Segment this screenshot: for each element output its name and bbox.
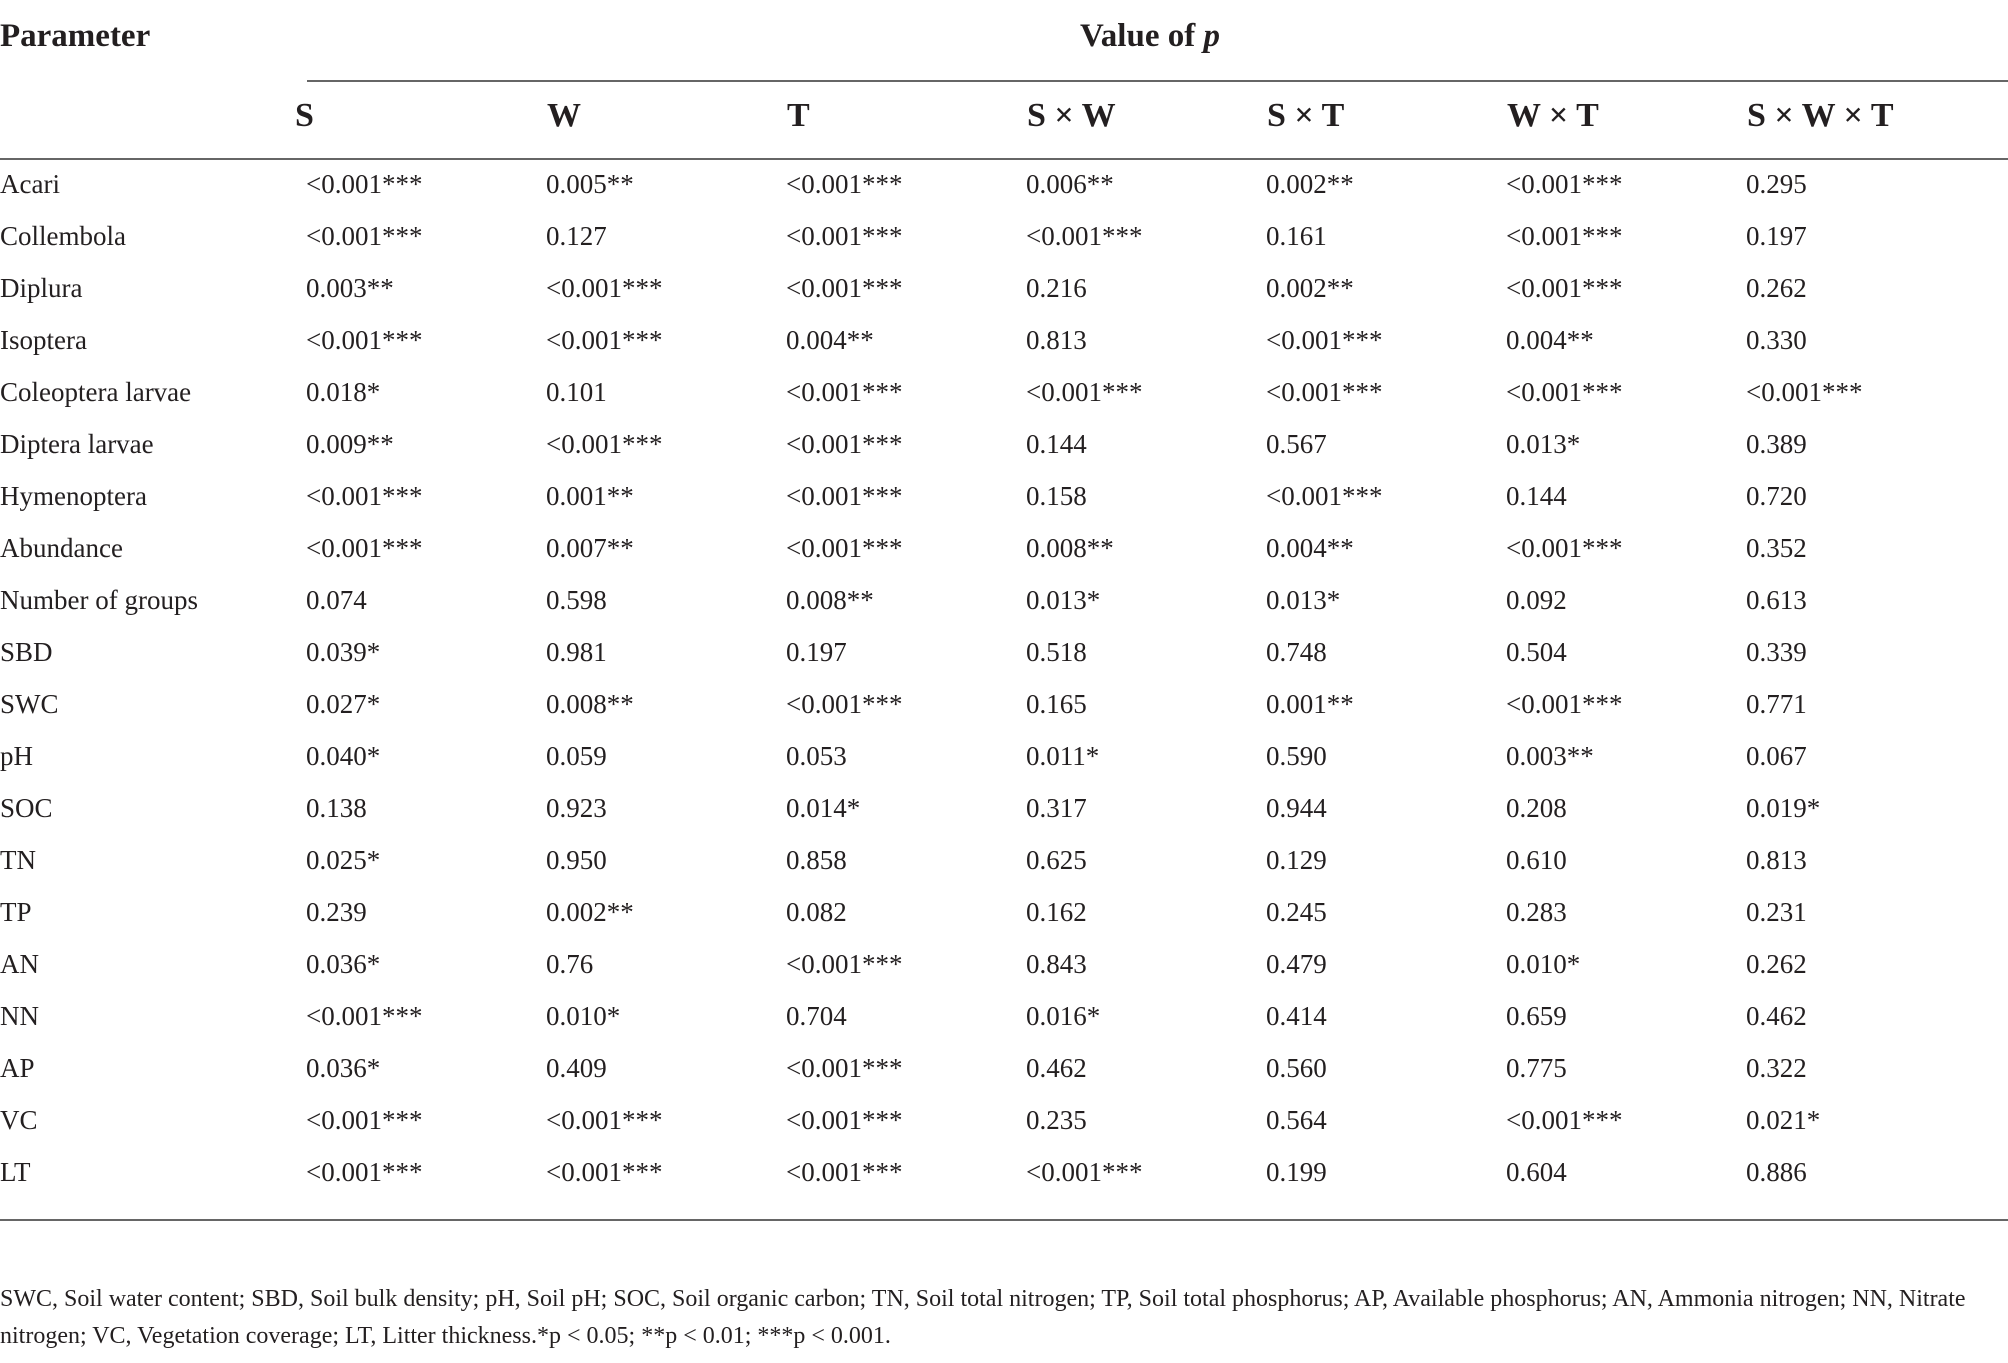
row-parameter: Collembola [0, 220, 126, 251]
p-value-cell: 0.004** [1266, 532, 1354, 563]
p-value-cell: <0.001*** [306, 480, 423, 511]
p-value-cell: 0.144 [1506, 480, 1567, 511]
p-value-cell: 0.129 [1266, 844, 1327, 875]
p-value-cell: 0.008** [1026, 532, 1114, 563]
table-row [0, 470, 1986, 522]
p-value-cell: 0.010* [546, 1000, 621, 1031]
p-value-cell: <0.001*** [786, 948, 903, 979]
row-parameter: NN [0, 1000, 39, 1031]
p-value-cell: 0.659 [1506, 1000, 1567, 1031]
p-value-cell: 0.245 [1266, 896, 1327, 927]
table-row [0, 678, 1986, 730]
row-parameter: Acari [0, 168, 60, 199]
p-value-cell: 0.013* [1506, 428, 1581, 459]
p-value-cell: 0.144 [1026, 428, 1087, 459]
table-row [0, 1094, 1986, 1146]
column-header: S × W × T [1747, 97, 1894, 134]
p-value-cell: 0.074 [306, 584, 367, 615]
p-value-cell: 0.720 [1746, 480, 1807, 511]
p-value-cell: 0.598 [546, 584, 607, 615]
p-value-cell: <0.001*** [1506, 168, 1623, 199]
p-value-cell: 0.005** [546, 168, 634, 199]
p-value-cell: 0.053 [786, 740, 847, 771]
p-value-cell: 0.003** [306, 272, 394, 303]
p-value-cell: 0.208 [1506, 792, 1567, 823]
table-row [0, 262, 1986, 314]
p-value-cell: <0.001*** [1266, 376, 1383, 407]
p-value-cell: 0.409 [546, 1052, 607, 1083]
p-value-cell: 0.127 [546, 220, 607, 251]
row-parameter: Abundance [0, 532, 123, 563]
table-row [0, 574, 1986, 626]
p-value-cell: 0.197 [786, 636, 847, 667]
column-header: T [787, 97, 810, 134]
p-value-cell: 0.002** [546, 896, 634, 927]
table-row [0, 314, 1986, 366]
p-value-cell: <0.001*** [1506, 1104, 1623, 1135]
p-value-cell: 0.199 [1266, 1156, 1327, 1187]
parameter-header: Parameter [0, 18, 151, 54]
p-value-cell: 0.231 [1746, 896, 1807, 927]
p-value-cell: 0.003** [1506, 740, 1594, 771]
p-value-cell: <0.001*** [1506, 272, 1623, 303]
p-value-cell: 0.479 [1266, 948, 1327, 979]
p-value-cell: 0.036* [306, 948, 381, 979]
p-value-cell: 0.040* [306, 740, 381, 771]
p-value-cell: 0.560 [1266, 1052, 1327, 1083]
p-value-cell: <0.001*** [786, 480, 903, 511]
p-value-cell: <0.001*** [786, 220, 903, 251]
p-value-cell: <0.001*** [306, 220, 423, 251]
p-value-cell: <0.001*** [306, 324, 423, 355]
p-value-cell: 0.462 [1026, 1052, 1087, 1083]
p-value-cell: 0.067 [1746, 740, 1807, 771]
p-value-cell: <0.001*** [786, 1104, 903, 1135]
spanner-rule [307, 80, 2008, 82]
value-of-p-header [1080, 18, 1220, 55]
p-value-cell: 0.039* [306, 636, 381, 667]
p-value-cell: 0.981 [546, 636, 607, 667]
value-header-prefix: Value of [1080, 18, 1204, 54]
p-value-cell: <0.001*** [786, 1052, 903, 1083]
table-row [0, 886, 1986, 938]
row-parameter: pH [0, 740, 33, 771]
p-value-cell: 0.317 [1026, 792, 1087, 823]
p-value-cell: 0.843 [1026, 948, 1087, 979]
p-value-cell: 0.239 [306, 896, 367, 927]
p-value-cell: <0.001*** [546, 272, 663, 303]
p-value-cell: <0.001*** [306, 168, 423, 199]
table-row [0, 158, 1986, 210]
p-value-cell: 0.002** [1266, 168, 1354, 199]
p-value-cell: <0.001*** [1026, 376, 1143, 407]
row-parameter: SWC [0, 688, 59, 719]
value-header-symbol: p [1203, 18, 1220, 54]
p-value-cell: <0.001*** [1506, 220, 1623, 251]
p-value-cell: 0.504 [1506, 636, 1567, 667]
row-parameter: Diptera larvae [0, 428, 154, 459]
p-value-cell: 0.518 [1026, 636, 1087, 667]
row-parameter: Number of groups [0, 584, 198, 615]
p-value-cell: 0.162 [1026, 896, 1087, 927]
p-value-cell: 0.008** [786, 584, 874, 615]
p-value-cell: 0.014* [786, 792, 861, 823]
p-value-cell: 0.330 [1746, 324, 1807, 355]
row-parameter: SOC [0, 792, 53, 823]
p-value-cell: <0.001*** [546, 1104, 663, 1135]
table-row [0, 366, 1986, 418]
p-value-cell: 0.009** [306, 428, 394, 459]
p-value-cell: 0.059 [546, 740, 607, 771]
p-value-cell: <0.001*** [1266, 324, 1383, 355]
p-value-cell: 0.352 [1746, 532, 1807, 563]
p-value-cell: 0.858 [786, 844, 847, 875]
table-row [0, 522, 1986, 574]
p-value-cell: 0.235 [1026, 1104, 1087, 1135]
table-row [0, 990, 1986, 1042]
row-parameter: LT [0, 1156, 31, 1187]
table-footnote: SWC, Soil water content; SBD, Soil bulk density; pH, Soil pH; SOC, Soil organic carbon; TN, Soil total nitrogen; TP, Soil total phosphorus; AP, Available phosphorus; AN, Ammonia nitrogen; NN, Nitrate nitrogen; VC, Vegetation coverage; LT, Litter thickness.*p < 0.05; **p < 0.01; ***p < 0.001. [0, 1286, 1966, 1349]
p-value-cell: 0.339 [1746, 636, 1807, 667]
p-value-cell: 0.011* [1026, 740, 1100, 771]
p-value-cell: <0.001*** [786, 688, 903, 719]
table-row [0, 834, 1986, 886]
p-value-cell: 0.016* [1026, 1000, 1101, 1031]
p-value-cell: 0.036* [306, 1052, 381, 1083]
p-value-cell: 0.389 [1746, 428, 1807, 459]
column-header: S × W [1027, 97, 1116, 134]
p-value-cell: 0.013* [1026, 584, 1101, 615]
table-row [0, 210, 1986, 262]
p-value-cell: 0.813 [1026, 324, 1087, 355]
p-value-cell: 0.950 [546, 844, 607, 875]
table-row [0, 938, 1986, 990]
p-value-cell: 0.704 [786, 1000, 847, 1031]
p-value-cell: <0.001*** [1506, 376, 1623, 407]
p-value-cell: 0.462 [1746, 1000, 1807, 1031]
column-header: S [295, 97, 314, 134]
p-value-cell: 0.027* [306, 688, 381, 719]
p-value-cell: 0.944 [1266, 792, 1327, 823]
p-value-cell: 0.322 [1746, 1052, 1807, 1083]
p-value-cell: 0.138 [306, 792, 367, 823]
table-row [0, 1042, 1986, 1094]
p-value-cell: 0.813 [1746, 844, 1807, 875]
row-parameter: AP [0, 1052, 35, 1083]
p-value-cell: <0.001*** [546, 428, 663, 459]
p-value-cell: <0.001*** [546, 324, 663, 355]
table-row [0, 782, 1986, 834]
p-value-cell: <0.001*** [306, 1156, 423, 1187]
column-header: W × T [1507, 97, 1599, 134]
p-value-cell: <0.001*** [1026, 1156, 1143, 1187]
p-value-cell: <0.001*** [786, 532, 903, 563]
p-value-cell: 0.604 [1506, 1156, 1567, 1187]
p-value-cell: <0.001*** [1026, 220, 1143, 251]
row-parameter: Coleoptera larvae [0, 376, 192, 407]
row-parameter: Diplura [0, 272, 83, 303]
p-value-cell: 0.610 [1506, 844, 1567, 875]
row-parameter: Hymenoptera [0, 480, 147, 511]
p-value-cell: 0.019* [1746, 792, 1821, 823]
table-row [0, 626, 1986, 678]
p-value-cell: 0.283 [1506, 896, 1567, 927]
p-value-cell: <0.001*** [306, 1000, 423, 1031]
p-value-table [0, 158, 1986, 1198]
p-value-cell: <0.001*** [1506, 688, 1623, 719]
p-value-cell: 0.886 [1746, 1156, 1807, 1187]
p-value-cell: 0.775 [1506, 1052, 1567, 1083]
p-value-cell: 0.161 [1266, 220, 1327, 251]
table-body [0, 158, 1986, 1198]
p-value-cell: 0.021* [1746, 1104, 1821, 1135]
p-value-cell: <0.001*** [786, 272, 903, 303]
p-value-cell: 0.092 [1506, 584, 1567, 615]
p-value-cell: 0.76 [546, 948, 594, 979]
p-value-cell: <0.001*** [1266, 480, 1383, 511]
p-value-cell: <0.001*** [786, 1156, 903, 1187]
column-header: S × T [1267, 97, 1345, 134]
p-value-cell: 0.004** [1506, 324, 1594, 355]
p-value-cell: <0.001*** [786, 428, 903, 459]
table-row [0, 730, 1986, 782]
p-value-cell: 0.567 [1266, 428, 1327, 459]
row-parameter: SBD [0, 636, 53, 667]
p-value-cell: 0.010* [1506, 948, 1581, 979]
row-parameter: TN [0, 844, 36, 875]
p-value-cell: 0.262 [1746, 272, 1807, 303]
table-row [0, 418, 1986, 470]
p-value-cell: 0.590 [1266, 740, 1327, 771]
p-value-cell: 0.625 [1026, 844, 1087, 875]
p-value-cell: 0.001** [1266, 688, 1354, 719]
row-parameter: AN [0, 948, 39, 979]
p-value-cell: <0.001*** [306, 1104, 423, 1135]
p-value-cell: 0.004** [786, 324, 874, 355]
p-value-cell: <0.001*** [306, 532, 423, 563]
p-value-cell: 0.082 [786, 896, 847, 927]
p-value-cell: 0.025* [306, 844, 381, 875]
p-value-cell: <0.001*** [1506, 532, 1623, 563]
p-value-cell: 0.748 [1266, 636, 1327, 667]
p-value-cell: 0.197 [1746, 220, 1807, 251]
p-value-cell: 0.771 [1746, 688, 1807, 719]
p-value-cell: <0.001*** [1746, 376, 1863, 407]
p-value-cell: 0.001** [546, 480, 634, 511]
p-value-cell: <0.001*** [546, 1156, 663, 1187]
row-parameter: Isoptera [0, 324, 87, 355]
table-row [0, 1146, 1986, 1198]
p-value-cell: 0.013* [1266, 584, 1341, 615]
p-value-cell: 0.295 [1746, 168, 1807, 199]
p-value-cell: 0.564 [1266, 1104, 1327, 1135]
p-value-cell: 0.002** [1266, 272, 1354, 303]
p-value-cell: 0.216 [1026, 272, 1087, 303]
p-value-cell: 0.018* [306, 376, 381, 407]
p-value-cell: 0.414 [1266, 1000, 1327, 1031]
p-value-cell: <0.001*** [786, 376, 903, 407]
p-value-cell: 0.923 [546, 792, 607, 823]
row-parameter: VC [0, 1104, 38, 1135]
p-value-cell: 0.101 [546, 376, 607, 407]
p-value-cell: 0.158 [1026, 480, 1087, 511]
bottom-rule [0, 1219, 2008, 1221]
p-value-cell: 0.165 [1026, 688, 1087, 719]
p-value-cell: 0.613 [1746, 584, 1807, 615]
p-value-cell: 0.262 [1746, 948, 1807, 979]
row-parameter: TP [0, 896, 32, 927]
column-header: W [547, 97, 581, 134]
p-value-cell: <0.001*** [786, 168, 903, 199]
p-value-cell: 0.008** [546, 688, 634, 719]
p-value-cell: 0.006** [1026, 168, 1114, 199]
p-value-cell: 0.007** [546, 532, 634, 563]
